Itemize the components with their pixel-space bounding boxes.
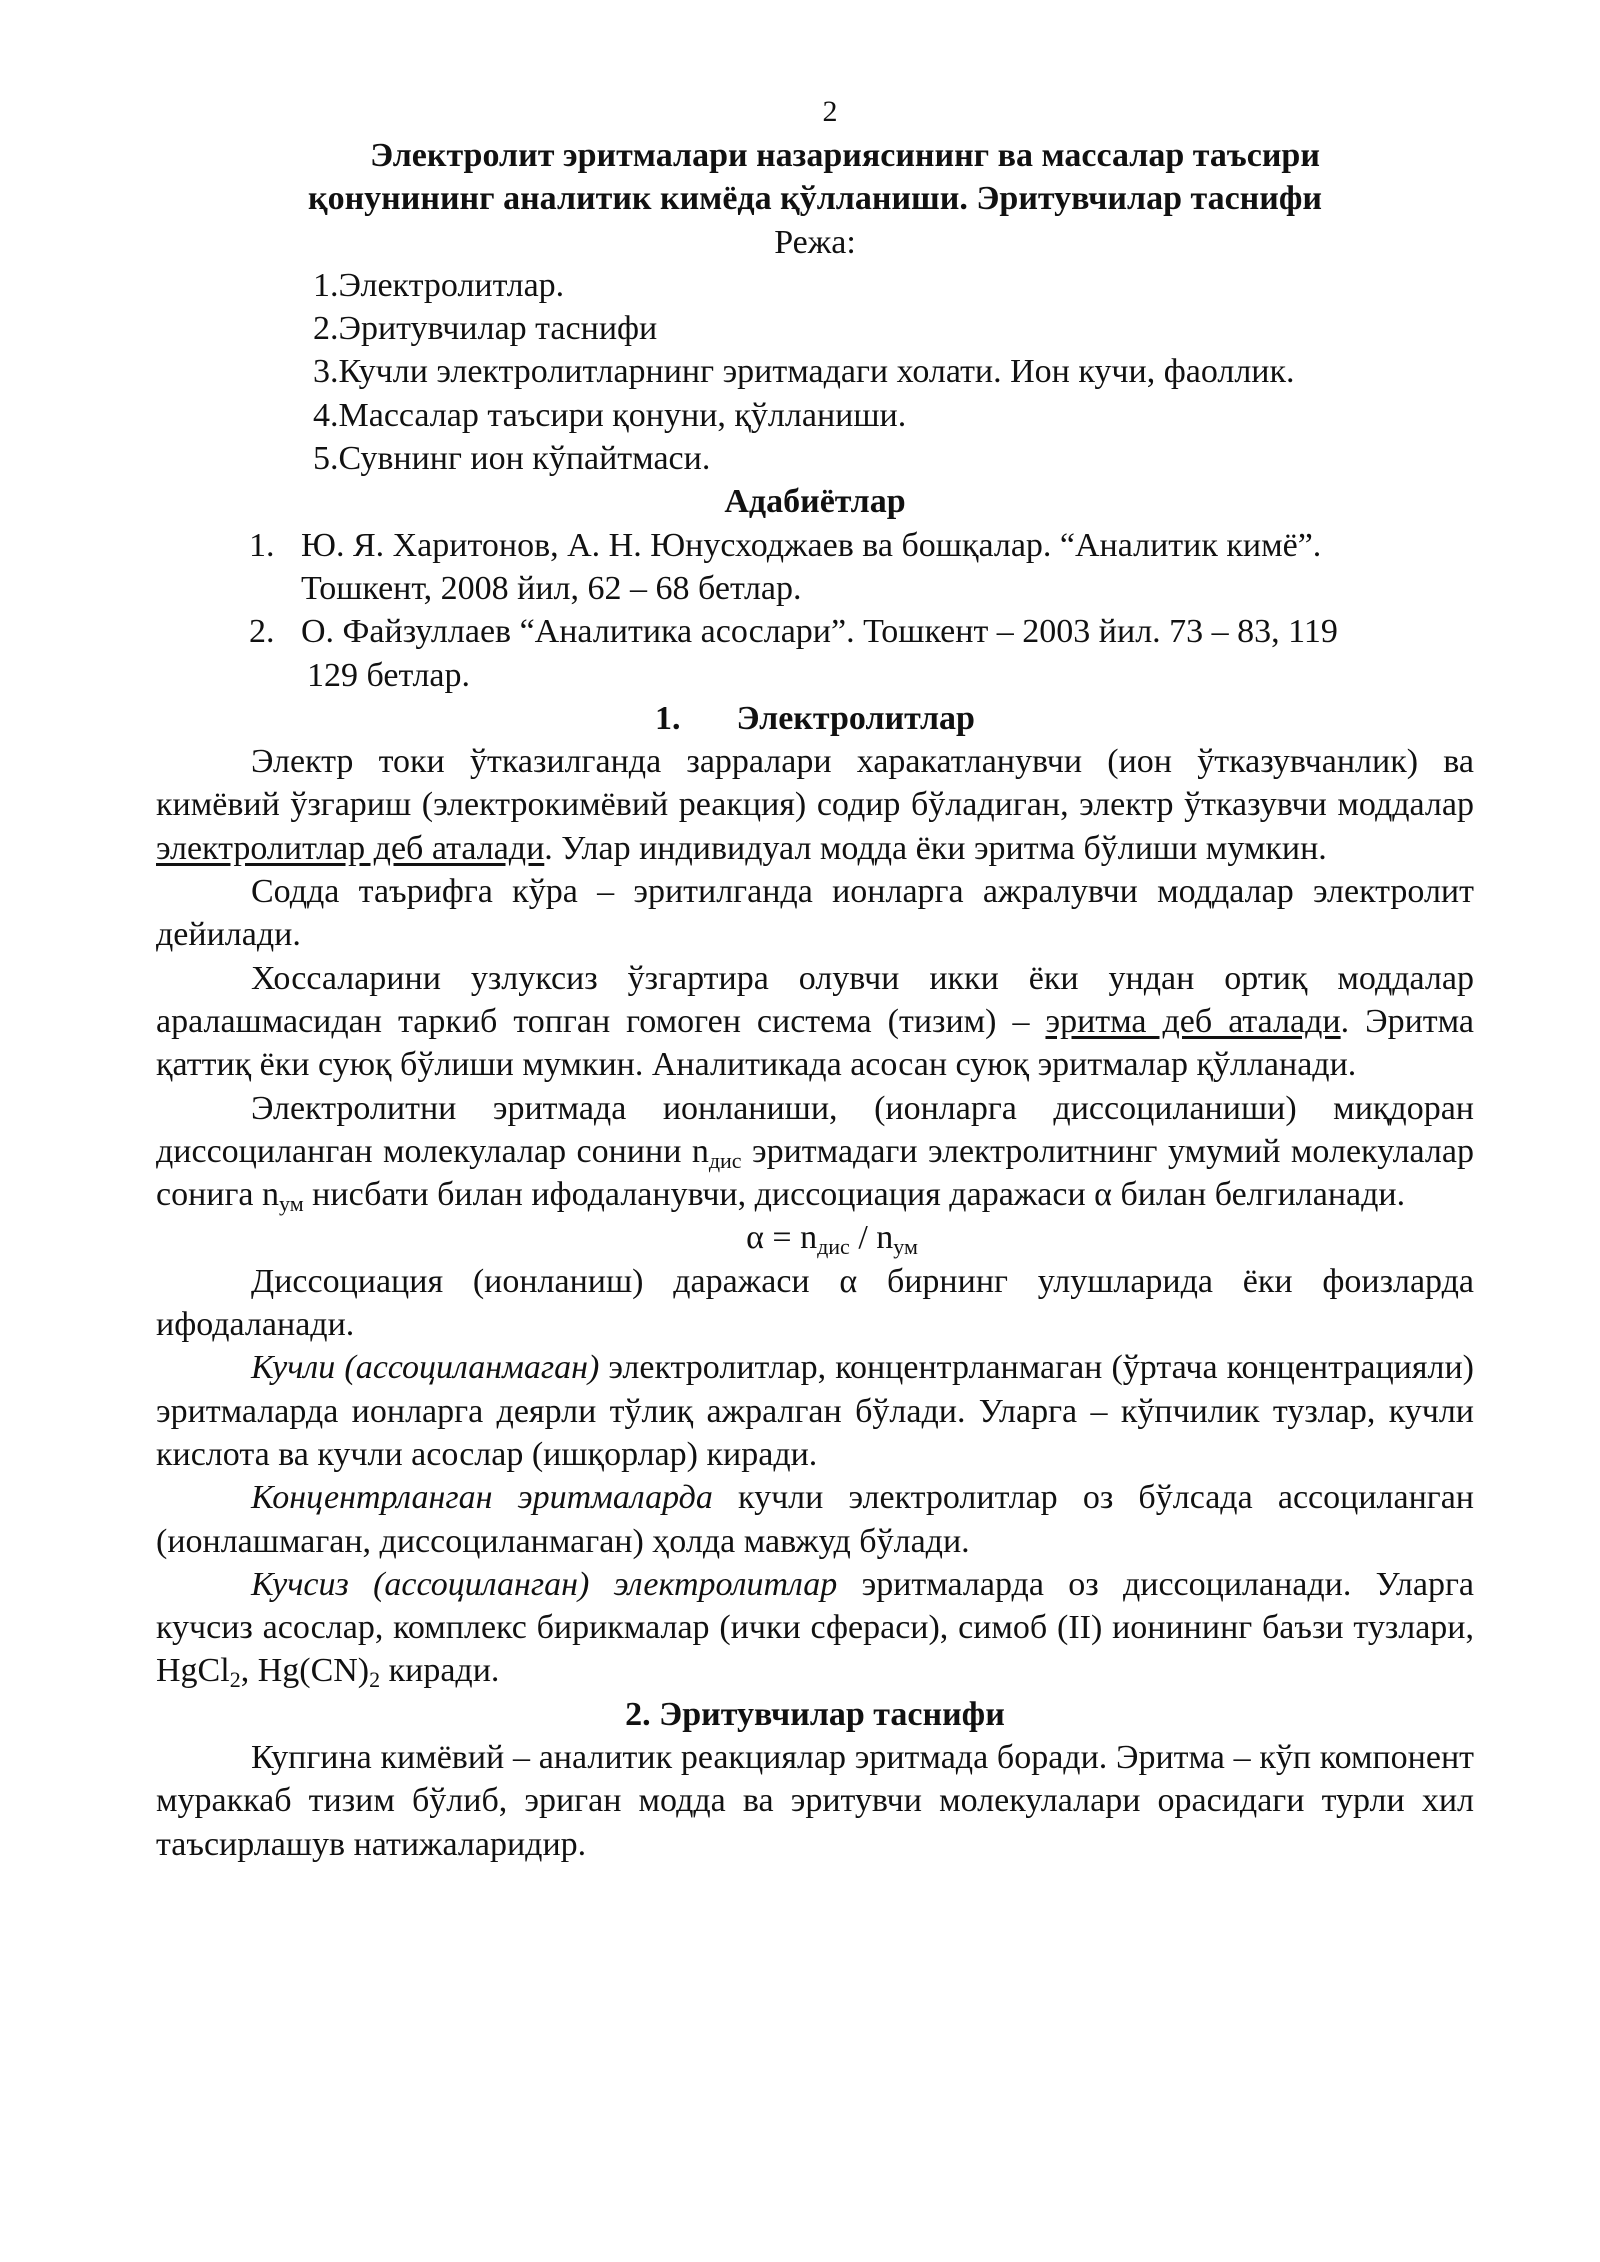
page-number: 2	[822, 95, 838, 128]
paragraph: Диссоциация (ионланиш) даражаси α бирнинг улушларида ёки фоизларда ифодаланади.	[156, 1262, 1474, 1344]
reference-line: О. Файзуллаев “Аналитика асослари”. Тошкент – 2003 йил. 73 – 83, 119	[301, 613, 1338, 651]
reference-item	[156, 524, 1474, 611]
document-page	[156, 90, 1474, 1866]
paragraph: Кучли (ассоциланмаган) электролитлар, концентрланмаган (ўртача концентрацияли) эритмаларда ионларга деярли тўлиқ ажралган бўлади. Уларга – кўпчилик тузлар, кучли кислота ва кучли асослар (ишқорлар) киради.	[156, 1349, 1475, 1473]
references-heading: Адабиётлар	[724, 483, 906, 521]
plan-item: 5.Сувнинг ион кўпайтмаси.	[313, 440, 711, 478]
paragraph: Электролитни эритмада ионланиши, (ионларга диссоциланиши) миқдоран диссоциланган молекулалар сонини $n_{дис}$ эритмадаги электролитнинг умумий молекулалар сонига $n_{ум}$ нисбати билан ифодаланувчи, диссоциация даражаси α билан белгиланади.	[156, 1089, 1474, 1217]
title-line-1: Электролит эритмалари назариясининг ва массалар таъсири	[370, 137, 1320, 174]
section-2-heading: 2. Эритувчилар таснифи	[625, 1695, 1005, 1733]
reference-line: Ю. Я. Харитонов, А. Н. Юнусходжаев ва бошқалар. “Аналитик кимё”.	[301, 526, 1322, 564]
italic-term: Кучсиз (ассоциланган) электролитлар	[251, 1565, 838, 1603]
reference-item	[156, 610, 1474, 697]
paragraph: Электр токи ўтказилганда зарралари харакатланувчи (ион ўтказувчанлик) ва кимёвий ўзгариш (электрокимёвий реакция) содир бўладиган, электр ўтказувчи моддалар электролитлар деб аталади. Улар индивидуал модда ёки эритма бўлиши мумкин.	[156, 743, 1474, 867]
references-list	[156, 524, 1474, 697]
italic-term: Кучли (ассоциланмаган)	[251, 1349, 600, 1387]
plan-item: 4.Массалар таъсири қонуни, қўлланиши.	[313, 396, 907, 434]
paragraph: Хоссаларини узлуксиз ўзгартира олувчи икки ёки ундан ортиқ моддалар аралашмасидан таркиб топган гомоген система (тизим) – эритма деб аталади. Эритма қаттиқ ёки суюқ бўлиши мумкин. Аналитикада асосан суюқ эритмалар қўлланади.	[156, 959, 1474, 1084]
title-line-2: қонунининг аналитик кимёда қўлланиши. Эритувчилар таснифи	[308, 180, 1322, 218]
reference-line: Тошкент, 2008 йил, 62 – 68 бетлар.	[301, 569, 802, 607]
underlined-term: электролитлар деб аталади	[156, 829, 545, 867]
section-title: Электролитлар	[736, 699, 975, 737]
plan-item: 1.Электролитлар.	[313, 266, 565, 304]
section-number: 1.	[655, 699, 681, 737]
paragraph: Содда таърифга кўра – эритилганда ионларга ажралувчи моддалар электролит дейилади.	[156, 873, 1474, 954]
document-title	[156, 134, 1474, 221]
plan-item: 2.Эритувчилар таснифи	[313, 310, 658, 348]
reference-line: 129 бетлар.	[307, 656, 471, 694]
section-1-heading	[156, 697, 1474, 740]
plan-item: 3.Кучли электролитларнинг эритмадаги холати. Ион кучи, фаоллик.	[313, 353, 1295, 391]
italic-term: Концентрланган эритмаларда	[251, 1479, 713, 1517]
underlined-term: эритма деб аталади	[1045, 1002, 1341, 1040]
paragraph: Кучсиз (ассоциланган) электролитлар эритмаларда оз диссоциланади. Уларга кучсиз асослар, комплекс бирикмалар (ички сфераси), симоб (II) ионининг баъзи тузлари, HgCl$_2$, $Hg(CN)_2$ киради.	[156, 1565, 1474, 1693]
plan-heading: Режа:	[774, 223, 856, 261]
formula: $\alpha = n_{дис} / n_{ум}$	[746, 1219, 918, 1260]
plan-list	[156, 264, 1474, 480]
paragraph: Концентрланган эритмаларда кучли электролитлар оз бўлсада ассоциланган (ионлашмаган, диссоциланмаган) ҳолда мавжуд бўлади.	[156, 1479, 1474, 1560]
reference-number: 2.	[249, 613, 275, 651]
paragraph: Купгина кимёвий – аналитик реакциялар эритмада боради. Эритма – кўп компонент мураккаб тизим бўлиб, эриган модда ва эритувчи молекулалари орасидаги турли хил таъсирлашув натижаларидир.	[156, 1738, 1474, 1863]
reference-number: 1.	[249, 526, 275, 564]
